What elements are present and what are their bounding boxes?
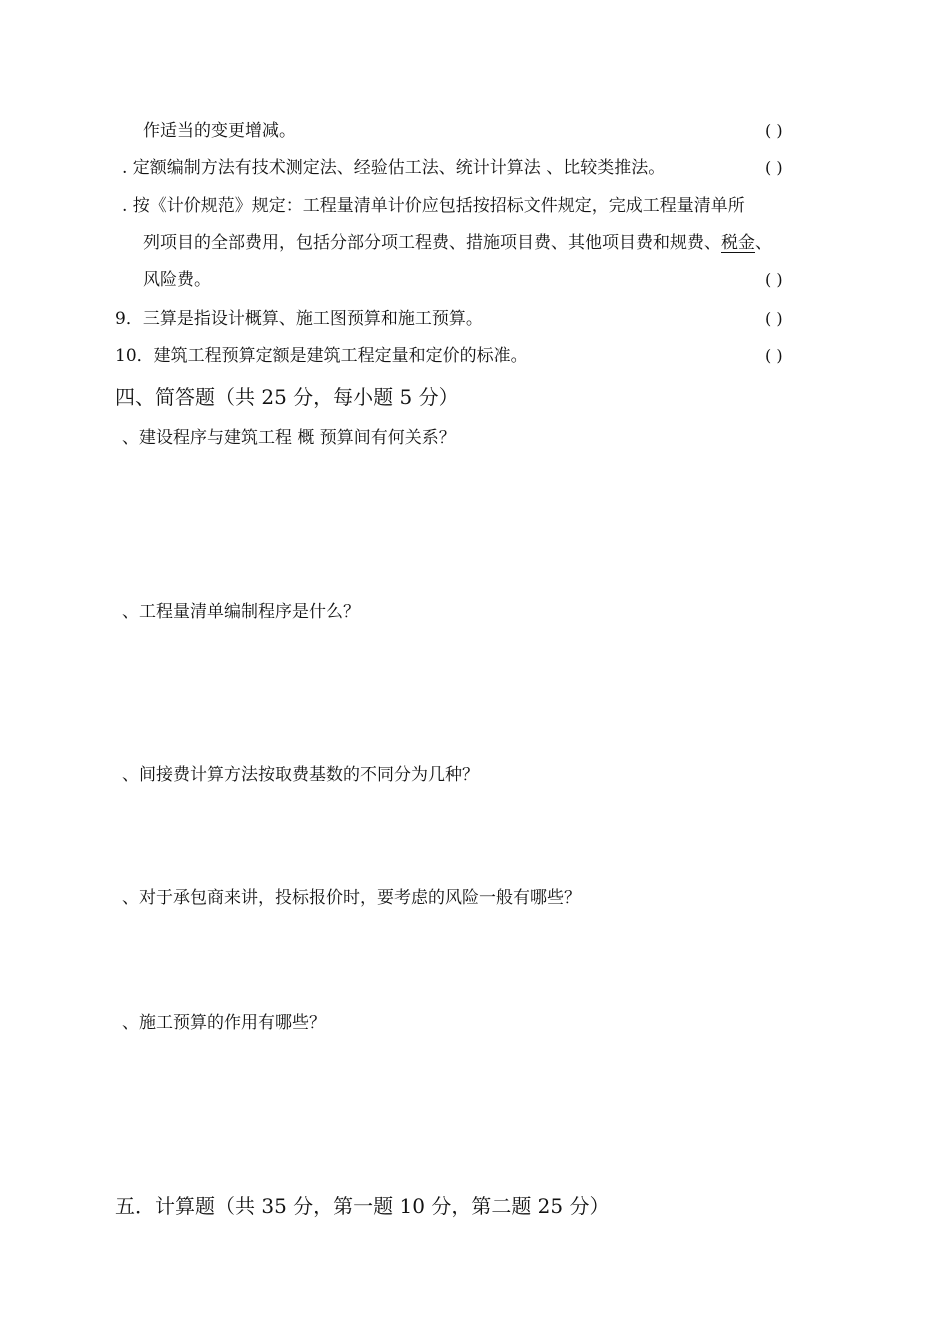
section-5-title: 五．计算题（共 35 分，第一题 10 分，第二题 25 分） xyxy=(115,1194,610,1218)
judgment-item-10: 10．建筑工程预算定额是建筑工程定量和定价的标准。 xyxy=(115,346,528,366)
answer-blank: ( ) xyxy=(765,346,783,365)
judgment-item-7: . 定额编制方法有技术测定法、经验估工法、统计计算法 、比较类推法。 xyxy=(122,158,666,178)
short-answer-question-1: 、建设程序与建筑工程 概 预算间有何关系？ xyxy=(122,428,456,448)
item-8-underlined-term: 税金 xyxy=(721,233,755,253)
answer-blank: ( ) xyxy=(765,121,783,140)
short-answer-question-2: 、工程量清单编制程序是什么？ xyxy=(122,602,360,622)
answer-blank: ( ) xyxy=(765,309,783,328)
judgment-continuation: 作适当的变更增减。 xyxy=(143,121,296,141)
item-8-text-a: 列项目的全部费用，包括分部分项工程费、措施项目费、其他项目费和规费、 xyxy=(143,233,721,253)
answer-blank: ( ) xyxy=(765,158,783,177)
short-answer-question-4: 、对于承包商来讲，投标报价时，要考虑的风险一般有哪些？ xyxy=(122,888,581,908)
answer-blank: ( ) xyxy=(765,270,783,289)
short-answer-question-3: 、间接费计算方法按取费基数的不同分为几种？ xyxy=(122,765,479,785)
judgment-item-8-line-1: . 按《计价规范》规定：工程量清单计价应包括按招标文件规定，完成工程量清单所 xyxy=(122,196,745,216)
short-answer-question-5: 、施工预算的作用有哪些？ xyxy=(122,1013,326,1033)
section-4-title: 四、简答题（共 25 分，每小题 5 分） xyxy=(115,385,459,409)
judgment-item-8-line-3: 风险费。 xyxy=(143,270,211,290)
judgment-item-8-line-2 xyxy=(143,232,772,254)
judgment-item-9: 9．三算是指设计概算、施工图预算和施工预算。 xyxy=(115,309,483,329)
item-8-text-b: 、 xyxy=(755,233,772,253)
